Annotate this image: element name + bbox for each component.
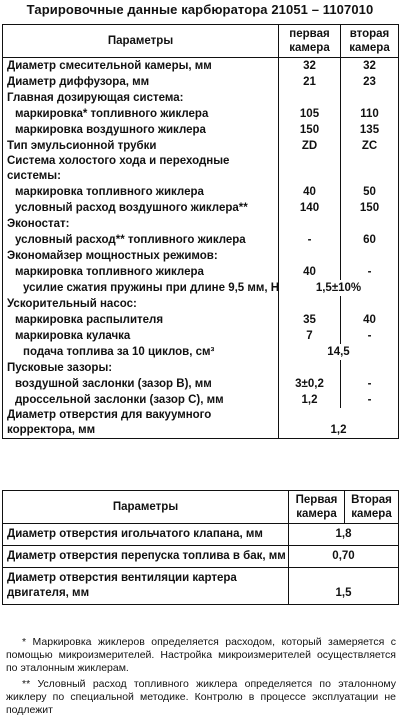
param-cell: Диаметр отверстия для вакуумного корректора, мм: [3, 408, 279, 439]
header-first-chamber: первая камера: [279, 25, 341, 58]
document-title: Тарировочные данные карбюратора 21051 – 1107010: [26, 2, 374, 17]
value-first: 150: [279, 122, 341, 138]
value-first: [279, 248, 341, 264]
value-merged: 1,8: [289, 524, 399, 546]
section-heading: Система холостого хода и переходные системы:: [3, 154, 279, 184]
param-cell: маркировка* топливного жиклера: [3, 106, 279, 122]
value-second: 32: [341, 58, 399, 75]
section-heading: Главная дозирующая система:: [3, 90, 279, 106]
param-cell: Диаметр диффузора, мм: [3, 74, 279, 90]
value-second: -: [341, 328, 399, 344]
param-cell: маркировка топливного жиклера: [3, 264, 279, 280]
value-first: 35: [279, 312, 341, 328]
param-cell: условный расход** топливного жиклера: [3, 232, 279, 248]
value-merged: 14,5: [279, 344, 399, 360]
table-row: [3, 216, 399, 232]
value-first: 21: [279, 74, 341, 90]
section-heading: Пусковые зазоры:: [3, 360, 279, 376]
param-cell: Диаметр отверстия игольчатого клапана, мм: [3, 524, 289, 546]
param-cell: Тип эмульсионной трубки: [3, 138, 279, 154]
param-cell: подача топлива за 10 циклов, см³: [3, 344, 279, 360]
value-second: [341, 90, 399, 106]
value-first: 40: [279, 184, 341, 200]
value-second: 23: [341, 74, 399, 90]
header-second-chamber: Вторая камера: [345, 491, 399, 524]
param-cell: маркировка топливного жиклера: [3, 184, 279, 200]
table-row: [3, 376, 399, 392]
calibration-table-main: [2, 24, 399, 439]
value-second: 50: [341, 184, 399, 200]
value-first: -: [279, 232, 341, 248]
value-first: [279, 154, 341, 184]
table-row: [3, 122, 399, 138]
value-first: [279, 216, 341, 232]
table-row: [3, 408, 399, 439]
table-row: [3, 200, 399, 216]
table-row: [3, 232, 399, 248]
table-row: [3, 58, 399, 75]
section-heading: Ускорительный насос:: [3, 296, 279, 312]
value-second: 40: [341, 312, 399, 328]
param-cell: маркировка воздушного жиклера: [3, 122, 279, 138]
table-row: [3, 524, 399, 546]
param-cell: Диаметр отверстия перепуска топлива в бак, мм: [3, 546, 289, 568]
table-header-row: [3, 25, 399, 58]
value-merged: 1,5: [289, 568, 399, 605]
param-cell: Диаметр смесительной камеры, мм: [3, 58, 279, 75]
value-first: [279, 360, 341, 376]
value-second: -: [341, 264, 399, 280]
value-second: [341, 216, 399, 232]
section-heading: Экономайзер мощностных режимов:: [3, 248, 279, 264]
section-heading: Эконостат:: [3, 216, 279, 232]
table-row: [3, 264, 399, 280]
value-first: [279, 90, 341, 106]
table-row: [3, 392, 399, 408]
table-row: [3, 74, 399, 90]
param-cell: воздушной заслонки (зазор B), мм: [3, 376, 279, 392]
value-second: 110: [341, 106, 399, 122]
value-second: ZC: [341, 138, 399, 154]
value-first: ZD: [279, 138, 341, 154]
footnotes: [6, 636, 396, 720]
table-row: [3, 280, 399, 296]
table-row: [3, 248, 399, 264]
value-second: 60: [341, 232, 399, 248]
header-params: Параметры: [3, 25, 279, 58]
table-header-row: [3, 491, 399, 524]
table-row: [3, 568, 399, 605]
value-first: 40: [279, 264, 341, 280]
footnote-1: * Маркировка жиклеров определяется расходом, который замеряется с помощью микроизмерителей. Настройка микроизмерителей осуществляется по эталонным жиклерам.: [6, 636, 396, 674]
value-merged: 1,2: [279, 408, 399, 439]
table-row: [3, 312, 399, 328]
value-second: 135: [341, 122, 399, 138]
table-row: [3, 546, 399, 568]
table-row: [3, 154, 399, 184]
table-row: [3, 184, 399, 200]
value-first: 7: [279, 328, 341, 344]
table-row: [3, 138, 399, 154]
value-second: -: [341, 392, 399, 408]
value-second: -: [341, 376, 399, 392]
value-second: [341, 154, 399, 184]
header-params: Параметры: [3, 491, 289, 524]
value-first: 105: [279, 106, 341, 122]
param-cell: Диаметр отверстия вентиляции картера двигателя, мм: [3, 568, 289, 605]
value-merged: 1,5±10%: [279, 280, 399, 296]
table-row: [3, 344, 399, 360]
value-first: 32: [279, 58, 341, 75]
param-cell: усилие сжатия пружины при длине 9,5 мм, Н: [3, 280, 279, 296]
value-second: [341, 296, 399, 312]
value-first: 3±0,2: [279, 376, 341, 392]
param-cell: маркировка кулачка: [3, 328, 279, 344]
header-first-chamber: Первая камера: [289, 491, 345, 524]
value-second: [341, 248, 399, 264]
param-cell: дроссельной заслонки (зазор C), мм: [3, 392, 279, 408]
footnote-2: ** Условный расход топливного жиклера определяется по эталонному жиклеру по специальной методике. Контролю в процессе эксплуатации не подлежит: [6, 678, 396, 716]
table-row: [3, 296, 399, 312]
table-row: [3, 90, 399, 106]
value-first: [279, 296, 341, 312]
param-cell: маркировка распылителя: [3, 312, 279, 328]
value-merged: 0,70: [289, 546, 399, 568]
table-row: [3, 328, 399, 344]
table-row: [3, 106, 399, 122]
value-second: 150: [341, 200, 399, 216]
header-second-chamber: вторая камера: [341, 25, 399, 58]
value-first: 140: [279, 200, 341, 216]
calibration-table-additional: [2, 490, 399, 605]
param-cell: условный расход воздушного жиклера**: [3, 200, 279, 216]
value-second: [341, 360, 399, 376]
value-first: 1,2: [279, 392, 341, 408]
table-row: [3, 360, 399, 376]
